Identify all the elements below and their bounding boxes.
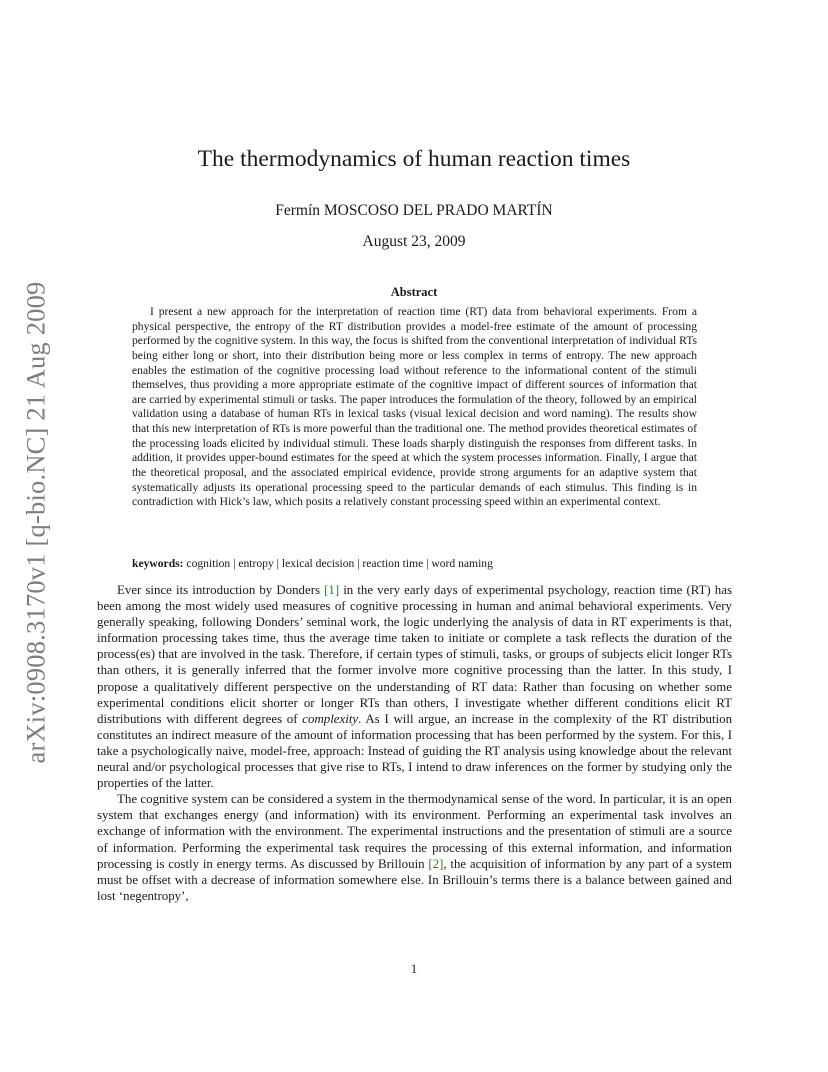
paragraph-1-text-b: in the very early days of experimental psychology, reaction time (RT) has been among the most widely used measures of cognitive processing in human and animal behavioral experiments. Very generally speaking, following Donders’ seminal work, the logic underlying the analysis of data in RT experiments is that, information processing takes time, thus the average time taken to initiate or complete a task reflects the duration of the process(es) that are involved in the task. Therefore, if certain types of stimuli, tasks, or groups of subjects elicit longer RTs than others, it is generally inferred that the former involve more cognitive processing than the latter. In this study, I propose a qualitatively different perspective on the understanding of RT data: Rather than focusing on whether some experimental conditions elicit shorter or longer RTs than others, I investigate whether different conditions elicit RT distributions with different degrees of [97, 583, 732, 726]
paragraph-2 [97, 791, 732, 904]
paper-title: The thermodynamics of human reaction times [197, 146, 631, 172]
citation-link-2[interactable]: [2] [428, 856, 444, 871]
emphasis-complexity: complexity [302, 711, 359, 726]
paragraph-2-text-a: The cognitive system can be considered a system in the thermodynamical sense of the word. In particular, it is an open system that exchanges energy (and information) with its environment. Performing an experimental task involves an exchange of information with the environment. The experimental instructions and the presentation of stimuli are a source of information. Performing the experimental task requires the processing of this external information, and information processing is costly in energy terms. As discussed by Brillouin [97, 792, 732, 871]
citation-link-1[interactable]: [1] [324, 583, 340, 597]
abstract-heading: Abstract [390, 285, 438, 299]
arxiv-identifier-text: arXiv:0908.3170v1 [q-bio.NC] 21 Aug 2009 [20, 280, 51, 764]
paper-author: Fermín MOSCOSO DEL PRADO MARTÍN [275, 202, 553, 219]
abstract-text: I present a new approach for the interpretation of reaction time (RT) data from behavioral experiments. From a physical perspective, the entropy of the RT distribution provides a model-free estimate of the amount of processing performed by the cognitive system. In this way, the focus is shifted from the conventional interpretation of individual RTs being either long or short, into their distribution being more or less complex in terms of entropy. The new approach enables the estimation of the cognitive processing load without reference to the informational content of the stimuli themselves, thus providing a more appropriate estimate of the cognitive impact of different sources of information that are carried by experimental stimuli or tasks. The paper introduces the formulation of the theory, followed by an empirical validation using a database of human RTs in lexical tasks (visual lexical decision and word naming). The results show that this new interpretation of RTs is more powerful than the traditional one. The method provides theoretical estimates of the processing loads elicited by individual stimuli. These loads sharply distinguish the responses from different tasks. In addition, it provides upper-bound estimates for the speed at which the system processes information. Finally, I argue that the theoretical proposal, and the associated empirical evidence, provide strong arguments for an adaptive system that systematically adjusts its operational processing speed to the particular demands of each stimulus. This finding is in contradiction with Hick’s law, which posits a relatively constant processing speed within an experimental context. [132, 305, 697, 509]
paper-date: August 23, 2009 [362, 233, 466, 250]
keywords-list: cognition | entropy | lexical decision | reaction time | word naming [183, 557, 493, 570]
paragraph-1-text-a: Ever since its introduction by Donders [117, 583, 325, 597]
paragraph-2-text-b: , the acquisition of information by any part of a system must be offset with a decrease of information somewhere else. In Brillouin’s terms there is a balance between gained and lost ‘negentropy’, [97, 856, 732, 903]
body-text [97, 582, 732, 904]
page-number: 1 [410, 962, 418, 976]
keywords-line [132, 557, 697, 572]
paragraph-1 [97, 582, 732, 791]
paragraph-1-text-c: . As I will argue, an increase in the complexity of the RT distribution constitutes an indirect measure of the amount of information processing that has been performed by the system. For this, I take a psychologically naive, model-free, approach: Instead of guiding the RT analysis using knowledge about the relevant neural and/or psychological processes that give rise to RTs, I intend to draw inferences on the former by studying only the properties of the latter. [97, 711, 733, 791]
keywords-label: keywords: [132, 557, 184, 570]
arxiv-identifier-stamp [19, 272, 53, 772]
